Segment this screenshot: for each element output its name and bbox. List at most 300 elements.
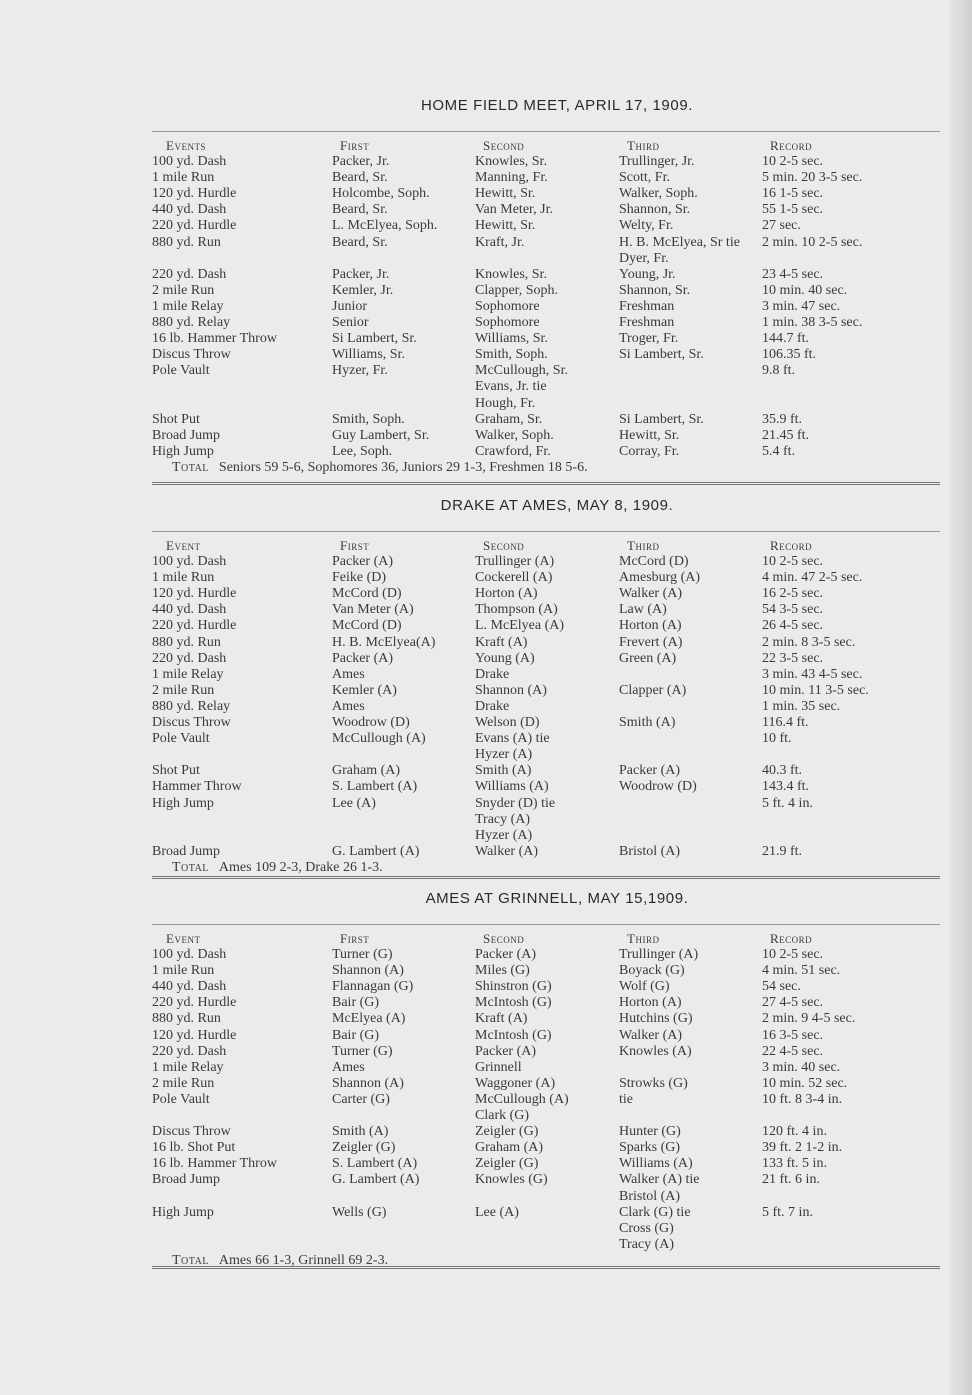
second-cell: Drake: [475, 698, 510, 714]
record-cell: 116.4 ft.: [762, 715, 809, 731]
third-cell: Freshman: [619, 298, 675, 314]
event-cell: 220 yd. Hurdle: [152, 995, 237, 1011]
record-cell: 133 ft. 5 in.: [762, 1156, 827, 1172]
event-cell: 440 yd. Dash: [152, 202, 227, 218]
first-cell: McElyea (A): [332, 1011, 406, 1027]
record-cell: 21 ft. 6 in.: [762, 1172, 820, 1188]
first-cell: Bair (G): [332, 1027, 380, 1043]
third-cell: Law (A): [619, 602, 667, 618]
third-cell: Amesburg (A): [619, 570, 701, 586]
third-cell: [619, 1060, 762, 1076]
second-cell: Graham, Sr.: [475, 411, 543, 427]
first-cell: Packer (A): [332, 650, 394, 666]
second-cell: Evans, Jr. tie: [475, 379, 547, 395]
record-cell: 3 min. 43 4-5 sec.: [762, 666, 863, 682]
record-cell: 143.4 ft.: [762, 779, 810, 795]
table-row: [152, 1140, 942, 1156]
table-row: [152, 315, 942, 331]
total-label: Total: [172, 459, 209, 475]
second-cell: Walker (A): [475, 843, 539, 859]
record-cell: 10 ft.: [762, 731, 792, 747]
record-cell: [762, 1189, 942, 1205]
total-text: Ames 109 2-3, Drake 26 1-3.: [218, 859, 383, 875]
table-row: [152, 396, 942, 412]
first-cell: Williams, Sr.: [332, 347, 405, 363]
table-row: [152, 186, 942, 202]
second-cell: Hough, Fr.: [475, 395, 536, 411]
third-cell: Woodrow (D): [619, 779, 697, 795]
record-cell: 54 sec.: [762, 979, 801, 995]
table-row: [152, 731, 942, 747]
third-cell: [619, 667, 762, 683]
total-row: [152, 460, 942, 476]
second-cell: Lee (A): [475, 1204, 519, 1220]
record-cell: 2 min. 8 3-5 sec.: [762, 634, 856, 650]
table-row: [152, 651, 942, 667]
event-cell: Broad Jump: [152, 843, 221, 859]
event-cell: 440 yd. Dash: [152, 979, 227, 995]
event-cell: High Jump: [152, 1204, 214, 1220]
second-cell: Kraft, Jr.: [475, 234, 525, 250]
record-cell: [762, 1237, 942, 1253]
table-row: [152, 963, 942, 979]
record-cell: 1 min. 38 3-5 sec.: [762, 315, 863, 331]
first-cell: Kemler (A): [332, 682, 397, 698]
table-row: [152, 379, 942, 395]
record-cell: 55 1-5 sec.: [762, 202, 824, 218]
second-cell: Knowles, Sr.: [475, 154, 547, 170]
first-cell: Kemler, Jr.: [332, 282, 394, 298]
third-cell: [619, 747, 762, 763]
event-cell: 1 mile Relay: [152, 666, 224, 682]
first-cell: G. Lambert (A): [332, 1172, 420, 1188]
table-row: [152, 979, 942, 995]
column-header: Second: [483, 538, 525, 553]
event-cell: [152, 1237, 332, 1253]
third-cell: Welty, Fr.: [619, 218, 674, 234]
table-row: [152, 283, 942, 299]
record-cell: 10 2-5 sec.: [762, 154, 824, 170]
third-cell: Knowles (A): [619, 1043, 692, 1059]
record-cell: 39 ft. 2 1-2 in.: [762, 1140, 843, 1156]
event-cell: 220 yd. Dash: [152, 266, 227, 282]
event-cell: High Jump: [152, 443, 214, 459]
table-row: [152, 812, 942, 828]
results-table: [152, 138, 942, 476]
event-cell: 1 mile Run: [152, 170, 215, 186]
event-cell: 120 yd. Hurdle: [152, 1027, 237, 1043]
record-cell: 10 min. 11 3-5 sec.: [762, 682, 869, 698]
third-cell: tie: [619, 1091, 633, 1107]
second-cell: Kraft (A): [475, 634, 528, 650]
second-cell: Tracy (A): [475, 811, 531, 827]
first-cell: Ames: [332, 698, 365, 714]
third-cell: Hutchins (G): [619, 1011, 693, 1027]
event-cell: 1 mile Run: [152, 963, 215, 979]
event-cell: [152, 1189, 332, 1205]
first-cell: [332, 1108, 475, 1124]
table-row: [152, 428, 942, 444]
event-cell: Broad Jump: [152, 427, 221, 443]
event-cell: 16 lb. Shot Put: [152, 1140, 236, 1156]
record-cell: [762, 747, 942, 763]
first-cell: Packer, Jr.: [332, 266, 390, 282]
record-cell: [762, 1108, 942, 1124]
table-header-row: [152, 538, 942, 554]
first-cell: Zeigler (G): [332, 1140, 396, 1156]
first-cell: L. McElyea, Soph.: [332, 218, 438, 234]
third-cell: [619, 699, 762, 715]
third-cell: Bristol (A): [619, 1188, 681, 1204]
record-cell: 3 min. 40 sec.: [762, 1059, 841, 1075]
third-cell: Dyer, Fr.: [619, 250, 669, 266]
first-cell: G. Lambert (A): [332, 843, 420, 859]
event-cell: 220 yd. Dash: [152, 650, 227, 666]
record-cell: [762, 396, 942, 412]
record-cell: 4 min. 47 2-5 sec.: [762, 570, 863, 586]
first-cell: Beard, Sr.: [332, 234, 388, 250]
section-title: AMES AT GRINNELL, MAY 15,1909.: [425, 890, 689, 907]
first-cell: Wells (G): [332, 1204, 387, 1220]
second-cell: McCullough, Sr.: [475, 363, 568, 379]
total-label: Total: [172, 1252, 209, 1268]
table-row: [152, 747, 942, 763]
record-cell: 106.35 ft.: [762, 347, 817, 363]
third-cell: [619, 1108, 762, 1124]
third-cell: Horton (A): [619, 618, 682, 634]
third-cell: Trullinger, Jr.: [619, 154, 695, 170]
event-cell: [152, 379, 332, 395]
column-header: First: [340, 931, 370, 946]
page-edge-shadow: [950, 0, 972, 1395]
table-row: [152, 715, 942, 731]
record-cell: 2 min. 10 2-5 sec.: [762, 234, 863, 250]
table-row: [152, 1172, 942, 1188]
second-cell: Hyzer (A): [475, 827, 533, 843]
second-cell: Thompson (A): [475, 602, 558, 618]
second-cell: Drake: [475, 666, 510, 682]
first-cell: [332, 379, 475, 395]
event-cell: 120 yd. Hurdle: [152, 586, 237, 602]
first-cell: Van Meter (A): [332, 602, 414, 618]
second-cell: [475, 1221, 619, 1237]
table-row: [152, 444, 942, 460]
first-cell: Bair (G): [332, 995, 380, 1011]
column-header: Third: [627, 138, 660, 153]
second-cell: Williams (A): [475, 779, 549, 795]
event-cell: 1 mile Run: [152, 570, 215, 586]
table-row: [152, 1060, 942, 1076]
total-text: Ames 66 1-3, Grinnell 69 2-3.: [218, 1252, 389, 1268]
table-row: [152, 995, 942, 1011]
event-cell: 100 yd. Dash: [152, 947, 227, 963]
record-cell: 40.3 ft.: [762, 763, 803, 779]
section-divider: [152, 876, 940, 879]
event-cell: 1 mile Relay: [152, 298, 224, 314]
event-cell: Pole Vault: [152, 1091, 210, 1107]
table-row: [152, 170, 942, 186]
first-cell: Turner (G): [332, 947, 393, 963]
second-cell: Miles (G): [475, 963, 530, 979]
first-cell: McCord (D): [332, 618, 402, 634]
column-header: First: [340, 138, 370, 153]
record-cell: 5 min. 20 3-5 sec.: [762, 170, 863, 186]
table-header-row: [152, 931, 942, 947]
second-cell: [475, 1237, 619, 1253]
event-cell: 2 mile Run: [152, 682, 215, 698]
second-cell: Hyzer (A): [475, 747, 533, 763]
first-cell: Shannon (A): [332, 963, 404, 979]
second-cell: Packer (A): [475, 1043, 537, 1059]
second-cell: Sophomore: [475, 315, 540, 331]
first-cell: H. B. McElyea(A): [332, 634, 436, 650]
column-header: Event: [166, 538, 201, 553]
second-cell: Horton (A): [475, 586, 538, 602]
first-cell: Packer (A): [332, 554, 394, 570]
record-cell: 9.8 ft.: [762, 363, 796, 379]
second-cell: McIntosh (G): [475, 995, 552, 1011]
second-cell: Hewitt, Sr.: [475, 218, 536, 234]
event-cell: [152, 396, 332, 412]
third-cell: Scott, Fr.: [619, 170, 670, 186]
total-text: Seniors 59 5-6, Sophomores 36, Juniors 29 1-3, Freshmen 18 5-6.: [218, 459, 588, 475]
event-cell: High Jump: [152, 795, 214, 811]
header-rule: [152, 531, 940, 532]
second-cell: Hewitt, Sr.: [475, 186, 536, 202]
first-cell: [332, 396, 475, 412]
second-cell: McIntosh (G): [475, 1027, 552, 1043]
table-row: [152, 218, 942, 234]
table-row: [152, 1044, 942, 1060]
third-cell: Horton (A): [619, 995, 682, 1011]
table-row: [152, 796, 942, 812]
table-row: [152, 779, 942, 795]
third-cell: Green (A): [619, 650, 677, 666]
third-cell: [619, 363, 762, 379]
first-cell: Woodrow (D): [332, 715, 410, 731]
table-row: [152, 1156, 942, 1172]
third-cell: Walker (A) tie: [619, 1172, 700, 1188]
first-cell: [332, 1221, 475, 1237]
event-cell: 100 yd. Dash: [152, 154, 227, 170]
record-cell: 27 sec.: [762, 218, 801, 234]
second-cell: Welson (D): [475, 715, 540, 731]
event-cell: 220 yd. Hurdle: [152, 218, 237, 234]
table-row: [152, 251, 942, 267]
event-cell: [152, 828, 332, 844]
first-cell: Hyzer, Fr.: [332, 363, 388, 379]
event-cell: [152, 812, 332, 828]
third-cell: Walker (A): [619, 1027, 683, 1043]
header-rule: [152, 924, 940, 925]
record-cell: 35.9 ft.: [762, 411, 803, 427]
third-cell: [619, 379, 762, 395]
third-cell: Williams (A): [619, 1156, 693, 1172]
first-cell: Flannagan (G): [332, 979, 414, 995]
table-row: [152, 412, 942, 428]
third-cell: [619, 396, 762, 412]
table-row: [152, 618, 942, 634]
record-cell: 144.7 ft.: [762, 331, 810, 347]
first-cell: Beard, Sr.: [332, 170, 388, 186]
third-cell: Packer (A): [619, 763, 681, 779]
third-cell: Wolf (G): [619, 979, 670, 995]
second-cell: [475, 251, 619, 267]
second-cell: Shinstron (G): [475, 979, 552, 995]
third-cell: [619, 796, 762, 812]
record-cell: 10 ft. 8 3-4 in.: [762, 1091, 843, 1107]
event-cell: Shot Put: [152, 411, 200, 427]
second-cell: Trullinger (A): [475, 554, 555, 570]
table-row: [152, 1011, 942, 1027]
second-cell: Graham (A): [475, 1140, 544, 1156]
third-cell: Troger, Fr.: [619, 331, 679, 347]
column-header: Record: [770, 138, 813, 153]
header-rule: [152, 131, 940, 132]
event-cell: Broad Jump: [152, 1172, 221, 1188]
record-cell: 1 min. 35 sec.: [762, 698, 841, 714]
event-cell: 440 yd. Dash: [152, 602, 227, 618]
third-cell: Bristol (A): [619, 843, 681, 859]
table-row: [152, 267, 942, 283]
record-cell: 22 4-5 sec.: [762, 1043, 824, 1059]
first-cell: Junior: [332, 298, 367, 314]
table-row: [152, 1108, 942, 1124]
third-cell: H. B. McElyea, Sr tie: [619, 234, 740, 250]
second-cell: Sophomore: [475, 298, 540, 314]
record-cell: 10 min. 52 sec.: [762, 1075, 848, 1091]
third-cell: Clapper (A): [619, 682, 687, 698]
second-cell: Grinnell: [475, 1059, 522, 1075]
first-cell: [332, 828, 475, 844]
third-cell: Trullinger (A): [619, 947, 699, 963]
first-cell: [332, 747, 475, 763]
first-cell: Ames: [332, 1059, 365, 1075]
second-cell: Knowles, Sr.: [475, 266, 547, 282]
event-cell: 2 mile Run: [152, 282, 215, 298]
first-cell: Carter (G): [332, 1091, 390, 1107]
second-cell: L. McElyea (A): [475, 618, 565, 634]
third-cell: Hunter (G): [619, 1124, 681, 1140]
event-cell: [152, 1108, 332, 1124]
column-header: Record: [770, 931, 813, 946]
third-cell: Hewitt, Sr.: [619, 427, 680, 443]
event-cell: 220 yd. Hurdle: [152, 618, 237, 634]
first-cell: McCullough (A): [332, 731, 426, 747]
first-cell: Holcombe, Soph.: [332, 186, 430, 202]
event-cell: Hammer Throw: [152, 779, 242, 795]
event-cell: [152, 1221, 332, 1237]
first-cell: Si Lambert, Sr.: [332, 331, 417, 347]
record-cell: 5 ft. 4 in.: [762, 795, 813, 811]
event-cell: Pole Vault: [152, 731, 210, 747]
second-cell: Shannon (A): [475, 682, 547, 698]
first-cell: Senior: [332, 315, 369, 331]
third-cell: Cross (G): [619, 1220, 674, 1236]
third-cell: Shannon, Sr.: [619, 202, 691, 218]
event-cell: 880 yd. Relay: [152, 698, 231, 714]
column-header: Third: [627, 538, 660, 553]
column-header: Event: [166, 931, 201, 946]
third-cell: Tracy (A): [619, 1236, 675, 1252]
second-cell: Knowles (G): [475, 1172, 548, 1188]
first-cell: Smith (A): [332, 1124, 389, 1140]
record-cell: 10 min. 40 sec.: [762, 282, 848, 298]
total-label: Total: [172, 859, 209, 875]
second-cell: Williams, Sr.: [475, 331, 548, 347]
first-cell: S. Lambert (A): [332, 779, 418, 795]
table-row: [152, 586, 942, 602]
third-cell: McCord (D): [619, 554, 689, 570]
event-cell: 16 lb. Hammer Throw: [152, 331, 277, 347]
record-cell: [762, 379, 942, 395]
first-cell: [332, 812, 475, 828]
record-cell: 2 min. 9 4-5 sec.: [762, 1011, 856, 1027]
event-cell: 880 yd. Run: [152, 1011, 221, 1027]
record-cell: 54 3-5 sec.: [762, 602, 824, 618]
first-cell: Shannon (A): [332, 1075, 404, 1091]
table-row: [152, 202, 942, 218]
record-cell: 22 3-5 sec.: [762, 650, 824, 666]
table-header-row: [152, 138, 942, 154]
record-cell: 27 4-5 sec.: [762, 995, 824, 1011]
table-row: [152, 235, 942, 251]
third-cell: Sparks (G): [619, 1140, 681, 1156]
section-divider: [152, 482, 940, 485]
table-row: [152, 602, 942, 618]
record-cell: [762, 1221, 942, 1237]
third-cell: Si Lambert, Sr.: [619, 411, 704, 427]
event-cell: 880 yd. Run: [152, 634, 221, 650]
record-cell: [762, 828, 942, 844]
event-cell: 16 lb. Hammer Throw: [152, 1156, 277, 1172]
record-cell: 21.9 ft.: [762, 843, 803, 859]
table-row: [152, 699, 942, 715]
table-row: [152, 363, 942, 379]
record-cell: 16 1-5 sec.: [762, 186, 824, 202]
first-cell: S. Lambert (A): [332, 1156, 418, 1172]
event-cell: Discus Throw: [152, 715, 231, 731]
table-row: [152, 763, 942, 779]
third-cell: Freshman: [619, 315, 675, 331]
second-cell: Smith, Soph.: [475, 347, 548, 363]
column-header: Second: [483, 931, 525, 946]
first-cell: [332, 251, 475, 267]
table-row: [152, 299, 942, 315]
second-cell: Walker, Soph.: [475, 427, 554, 443]
second-cell: [475, 1189, 619, 1205]
table-row: [152, 331, 942, 347]
event-cell: 100 yd. Dash: [152, 554, 227, 570]
third-cell: Walker (A): [619, 586, 683, 602]
second-cell: Snyder (D) tie: [475, 795, 556, 811]
table-row: [152, 828, 942, 844]
first-cell: Lee (A): [332, 795, 376, 811]
third-cell: [619, 731, 762, 747]
record-cell: 120 ft. 4 in.: [762, 1124, 827, 1140]
first-cell: Feike (D): [332, 570, 387, 586]
table-row: [152, 347, 942, 363]
table-row: [152, 1205, 942, 1221]
total-row: [152, 860, 942, 876]
event-cell: 120 yd. Hurdle: [152, 186, 237, 202]
first-cell: Smith, Soph.: [332, 411, 405, 427]
record-cell: 21.45 ft.: [762, 427, 810, 443]
third-cell: Young, Jr.: [619, 266, 676, 282]
event-cell: 2 mile Run: [152, 1075, 215, 1091]
record-cell: 3 min. 47 sec.: [762, 298, 841, 314]
second-cell: McCullough (A): [475, 1091, 569, 1107]
